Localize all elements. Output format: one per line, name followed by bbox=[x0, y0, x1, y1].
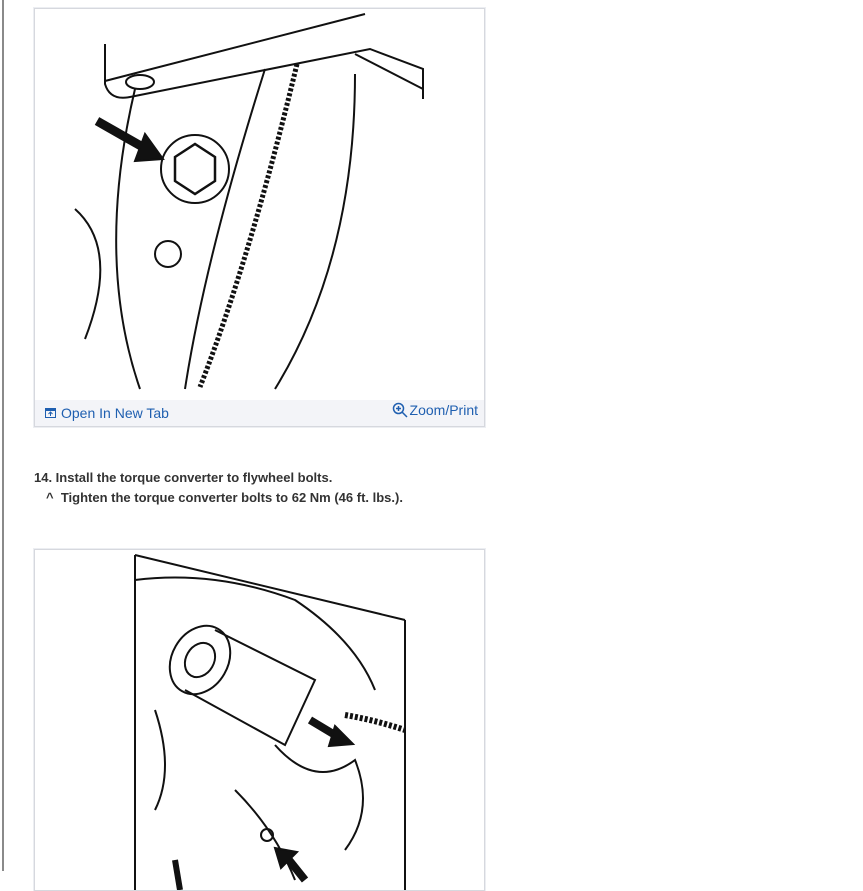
zoom-print-link[interactable] bbox=[392, 402, 478, 418]
zoom-print-label: Zoom/Print bbox=[409, 402, 478, 418]
flywheel-diagram-image bbox=[35, 9, 484, 399]
figure-torque-converter bbox=[34, 549, 485, 891]
left-border bbox=[2, 0, 4, 871]
open-new-tab-icon bbox=[45, 408, 56, 418]
open-in-new-tab-label: Open In New Tab bbox=[61, 405, 169, 421]
step-substep bbox=[34, 488, 403, 508]
zoom-in-icon bbox=[392, 402, 408, 418]
step-14 bbox=[34, 468, 403, 508]
step-title: 14. Install the torque converter to flywheel bolts. bbox=[34, 470, 333, 485]
substep-text: Tighten the torque converter bolts to 62 Nm (46 ft. lbs.). bbox=[60, 490, 403, 505]
torque-converter-diagram-image bbox=[35, 550, 484, 890]
figure-flywheel-bolt bbox=[34, 8, 485, 427]
open-in-new-tab-link[interactable] bbox=[45, 405, 169, 421]
figure-footer bbox=[35, 400, 484, 426]
bullet: ^ bbox=[46, 490, 54, 505]
